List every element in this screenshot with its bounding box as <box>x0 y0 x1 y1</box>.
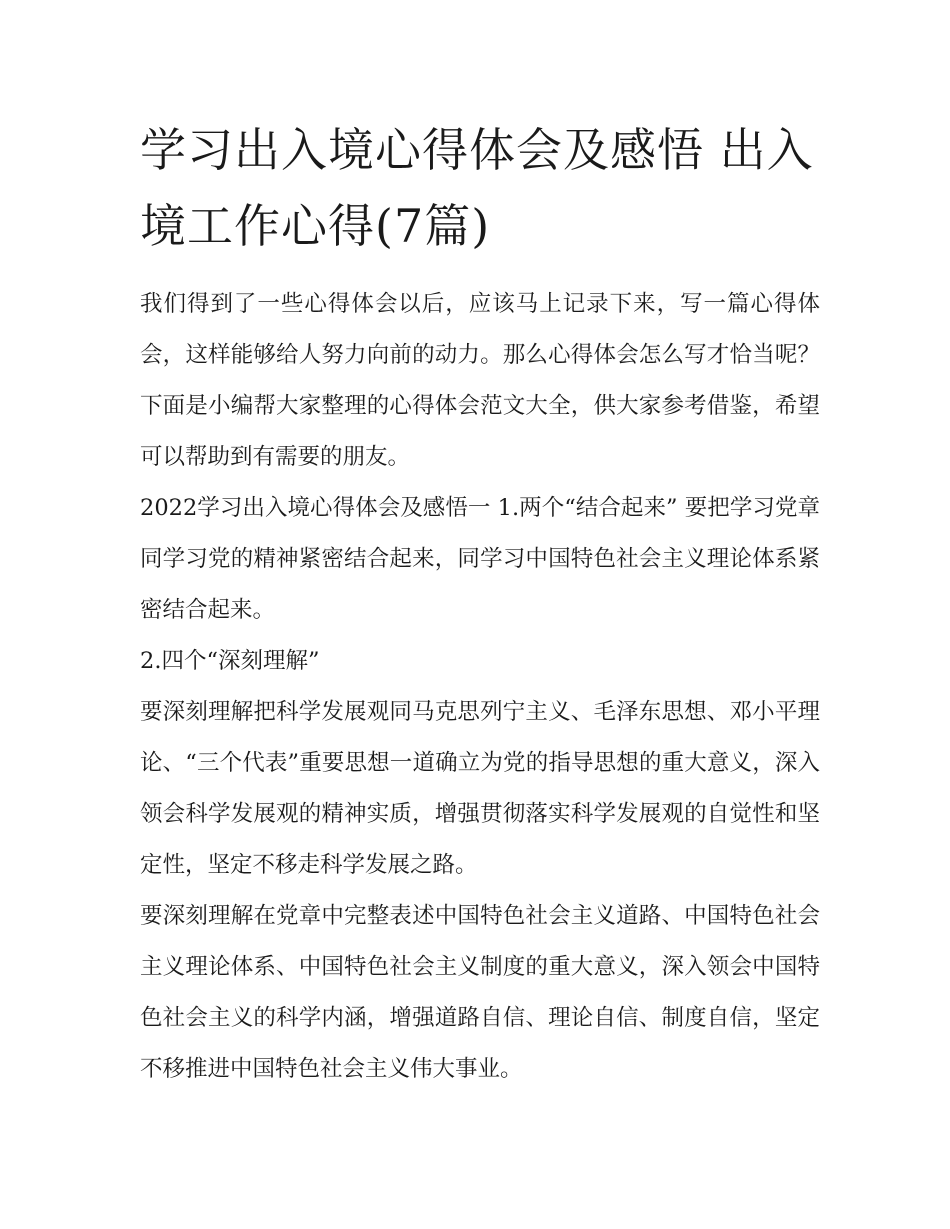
paragraph-scientific-development: 要深刻理解把科学发展观同马克思列宁主义、毛泽东思想、邓小平理论、“三个代表”重要思想一道确立为党的指导思想的重大意义，深入领会科学发展观的精神实质，增强贯彻落实科学发展观的自觉性和坚定性，坚定不移走科学发展之路。 <box>140 699 820 878</box>
paragraph-subheading-four-understandings: 2.四个“深刻理解” <box>140 648 320 674</box>
document-body <box>140 279 820 1095</box>
paragraph-section-one: 2022学习出入境心得体会及感悟一 1.两个“结合起来” 要把学习党章同学习党的精神紧密结合起来，同学习中国特色社会主义理论体系紧密结合起来。 <box>140 495 820 623</box>
document-title: 学习出入境心得体会及感悟 出入境工作心得(7篇) <box>140 123 814 253</box>
paragraph-intro: 我们得到了一些心得体会以后，应该马上记录下来，写一篇心得体会，这样能够给人努力向前的动力。那么心得体会怎么写才恰当呢？下面是小编帮大家整理的心得体会范文大全，供大家参考借鉴，希望可以帮助到有需要的朋友。 <box>140 291 820 470</box>
paragraph-socialism-path: 要深刻理解在党章中完整表述中国特色社会主义道路、中国特色社会主义理论体系、中国特色社会主义制度的重大意义，深入领会中国特色社会主义的科学内涵，增强道路自信、理论自信、制度自信，坚定不移推进中国特色社会主义伟大事业。 <box>140 903 820 1082</box>
